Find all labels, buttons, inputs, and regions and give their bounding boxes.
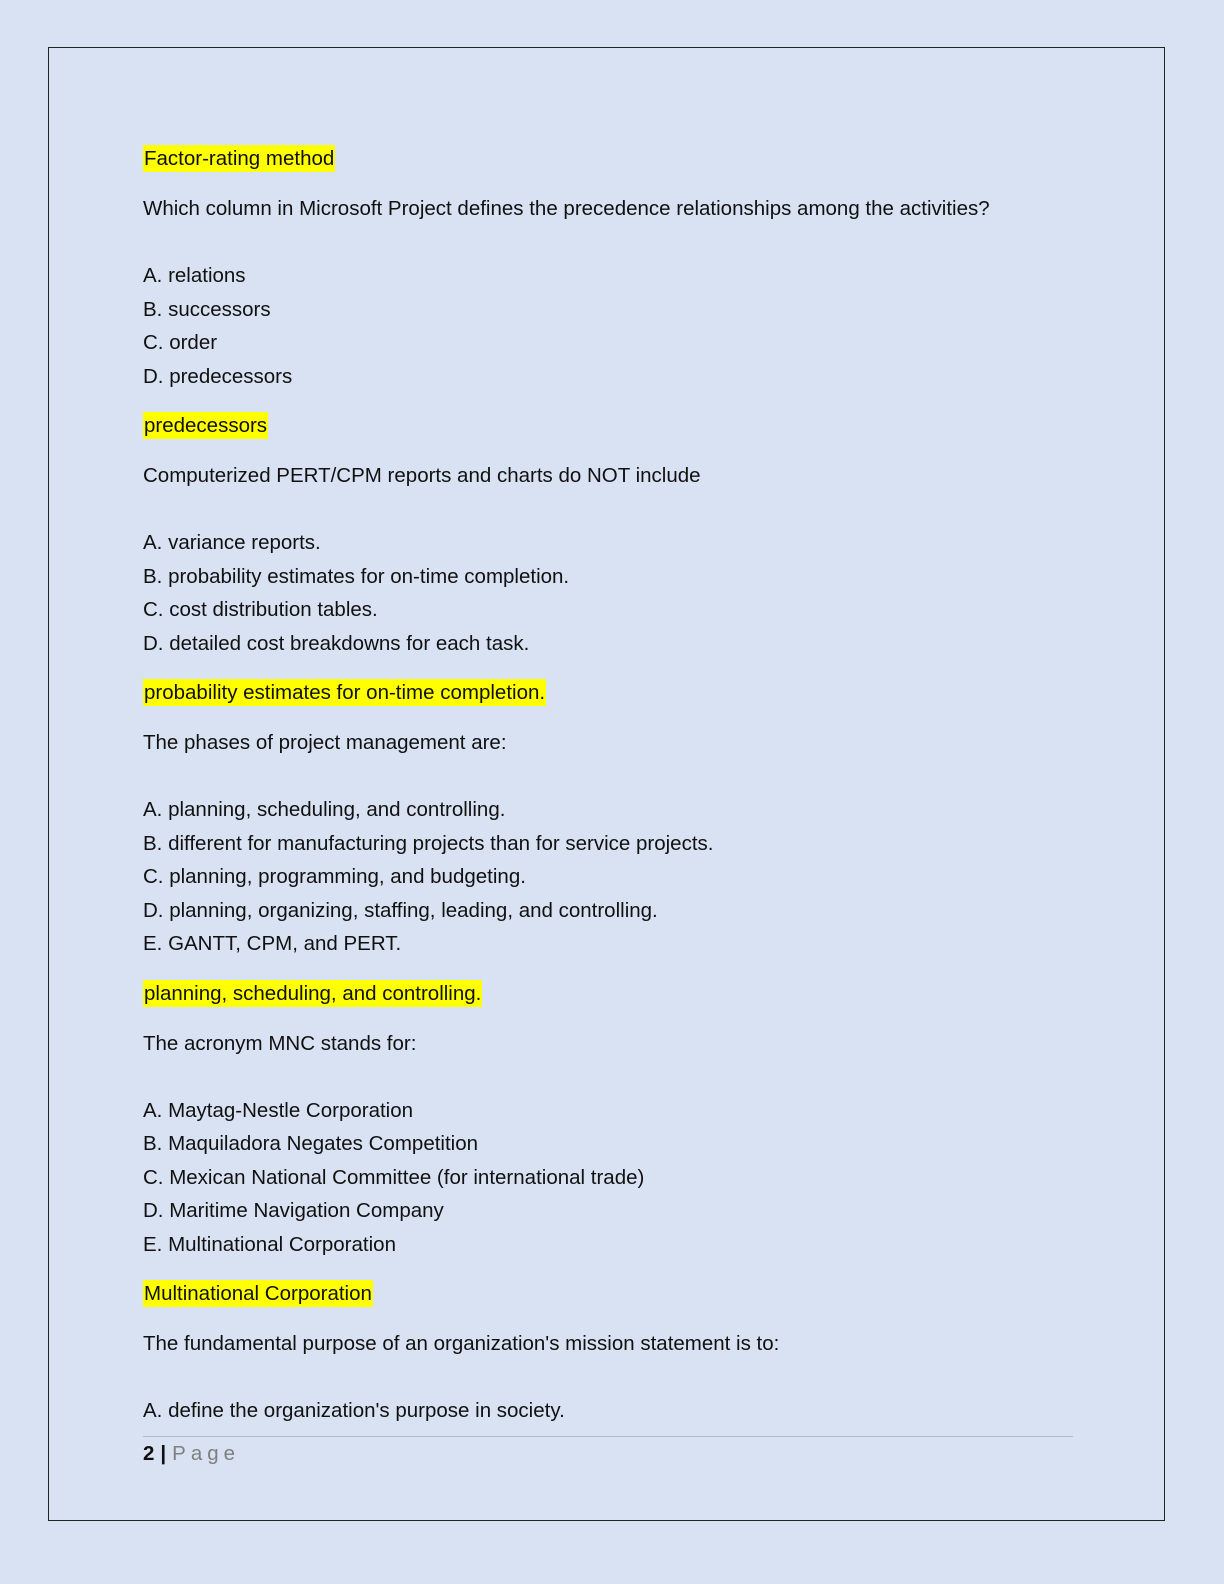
options-list xyxy=(143,793,1083,961)
option-item: C. planning, programming, and budgeting. xyxy=(143,865,526,888)
question-text: The fundamental purpose of an organization's mission statement is to: xyxy=(143,1332,780,1355)
option-item: E. GANTT, CPM, and PERT. xyxy=(143,932,402,955)
question-text: Which column in Microsoft Project defines the precedence relationships among the activities? xyxy=(143,197,990,220)
highlighted-answer: predecessors xyxy=(144,414,268,437)
footer-divider xyxy=(143,1436,1073,1437)
options-list xyxy=(143,259,1083,393)
option-item: D. Maritime Navigation Company xyxy=(143,1199,444,1222)
page-number: 2 xyxy=(143,1442,155,1465)
highlighted-answer: planning, scheduling, and controlling. xyxy=(144,981,482,1005)
options-list xyxy=(143,1394,1083,1428)
question-text: The phases of project management are: xyxy=(143,731,507,754)
option-item: A. define the organization's purpose in society. xyxy=(143,1399,565,1422)
page-footer xyxy=(143,1440,240,1468)
highlighted-answer: Factor-rating method xyxy=(144,147,335,170)
option-item: B. successors xyxy=(143,297,271,321)
page-label: Page xyxy=(172,1442,241,1465)
option-item: B. different for manufacturing projects than for service projects. xyxy=(143,831,714,855)
option-item: B. Maquiladora Negates Competition xyxy=(143,1132,479,1155)
highlighted-answer: probability estimates for on-time completion. xyxy=(144,681,546,704)
option-item: D. detailed cost breakdowns for each task. xyxy=(143,631,530,655)
option-item: A. variance reports. xyxy=(143,531,321,554)
options-list xyxy=(143,1094,1083,1262)
options-list xyxy=(143,526,1083,660)
option-item: C. cost distribution tables. xyxy=(143,598,378,621)
question-text: Computerized PERT/CPM reports and charts do NOT include xyxy=(143,464,701,487)
option-item: D. predecessors xyxy=(143,364,293,388)
document-body xyxy=(143,142,1083,1444)
option-item: D. planning, organizing, staffing, leading, and controlling. xyxy=(143,898,658,922)
option-item: C. order xyxy=(143,331,218,354)
option-item: B. probability estimates for on-time completion. xyxy=(143,564,570,588)
question-text: The acronym MNC stands for: xyxy=(143,1031,417,1055)
option-item: C. Mexican National Committee (for international trade) xyxy=(143,1165,645,1189)
footer-separator: | xyxy=(160,1442,167,1465)
highlighted-answer: Multinational Corporation xyxy=(144,1282,372,1305)
option-item: A. relations xyxy=(143,264,246,287)
option-item: E. Multinational Corporation xyxy=(143,1232,396,1256)
option-item: A. planning, scheduling, and controlling. xyxy=(143,798,506,821)
option-item: A. Maytag-Nestle Corporation xyxy=(143,1098,414,1122)
